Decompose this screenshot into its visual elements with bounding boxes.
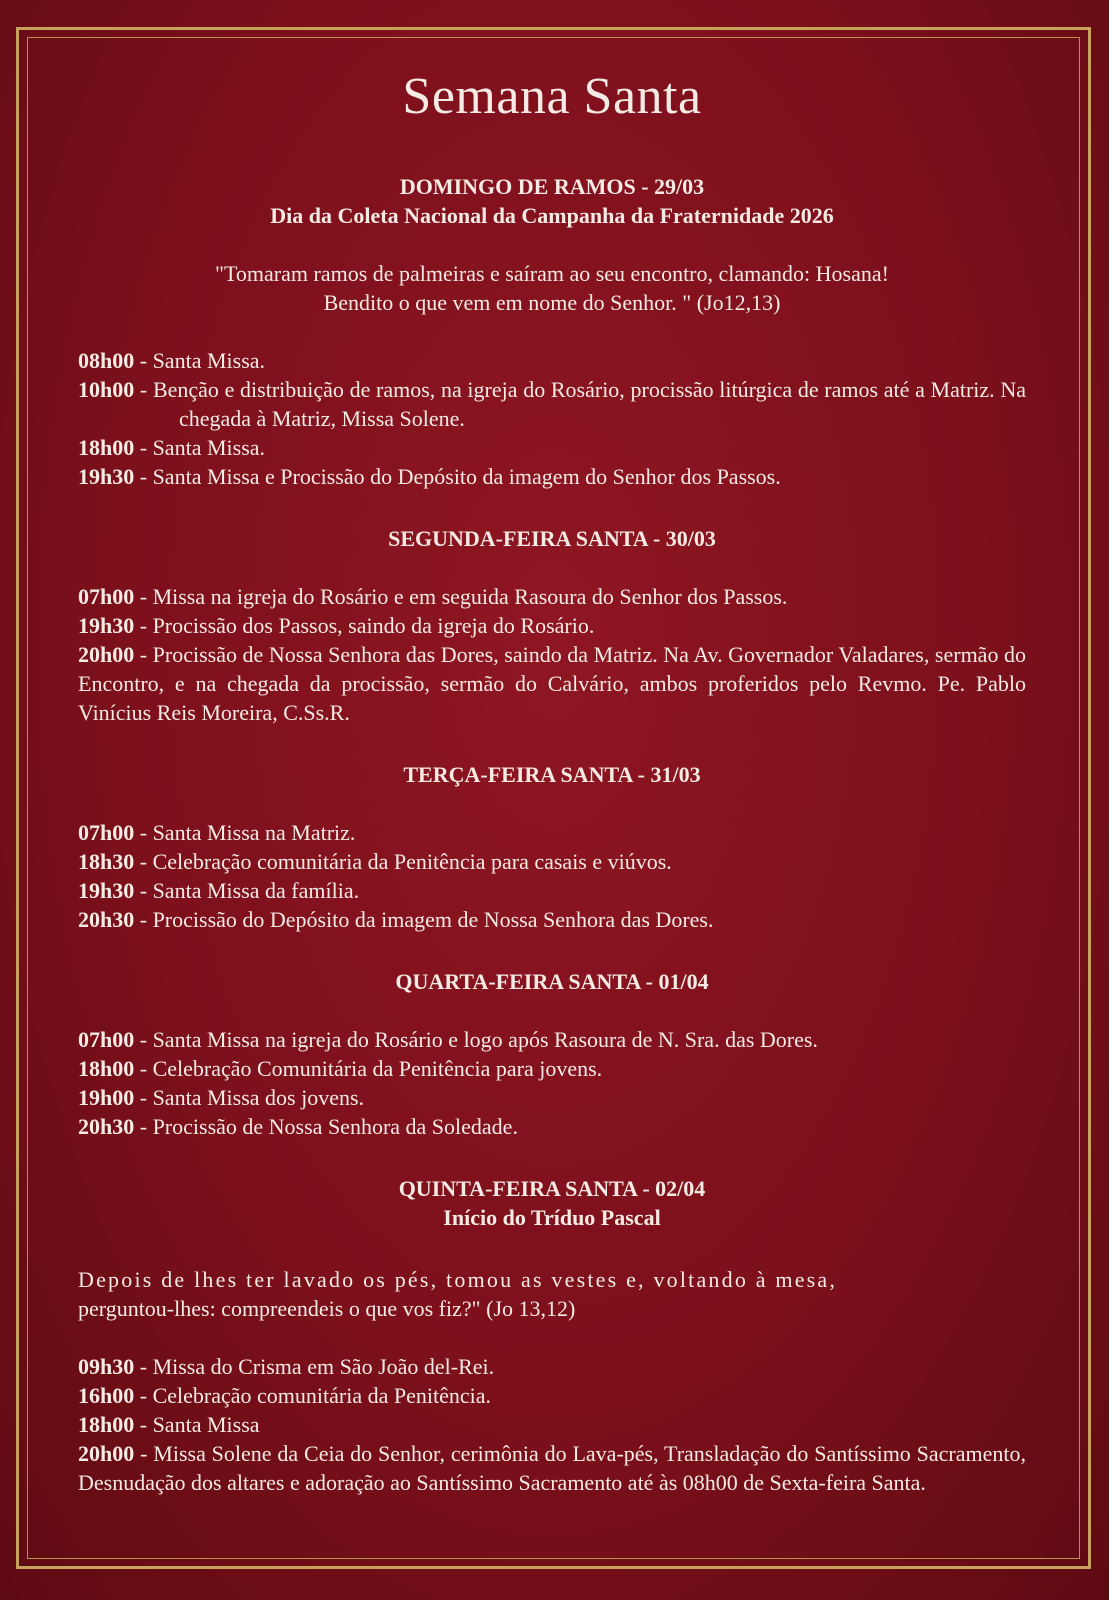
poster-content xyxy=(78,62,1026,1497)
schedule-item xyxy=(78,462,1026,491)
schedule-text: - Procissão de Nossa Senhora das Dores, saindo da Matriz. Na Av. Governador Valadares, sermão do Encontro, e na chegada da procissão, sermão do Calvário, ambos proferidos pelo Revmo. Pe. Pablo Vinícius Reis Moreira, C.Ss.R. xyxy=(78,642,1026,725)
schedule-item xyxy=(78,876,1026,905)
schedule-item xyxy=(78,847,1026,876)
schedule-time: 20h30 xyxy=(78,907,135,932)
schedule-time: 19h30 xyxy=(78,613,135,638)
schedule-item xyxy=(78,433,1026,462)
schedule-text: - Celebração comunitária da Penitência. xyxy=(134,1383,491,1408)
schedule-item xyxy=(78,375,1026,433)
schedule-item xyxy=(78,346,1026,375)
schedule-time: 18h00 xyxy=(78,1412,135,1437)
schedule-time: 20h00 xyxy=(78,1441,135,1466)
schedule-item xyxy=(78,1112,1026,1141)
sunday-subheading: Dia da Coleta Nacional da Campanha da Fraternidade 2026 xyxy=(270,203,834,228)
thursday-subheading: Início do Tríduo Pascal xyxy=(443,1205,661,1230)
schedule-time: 19h30 xyxy=(78,878,135,903)
thursday-quote-line-2: perguntou-lhes: compreendeis o que vos fiz?" (Jo 13,12) xyxy=(78,1296,576,1321)
schedule-item xyxy=(78,1352,1026,1381)
schedule-text: - Santa Missa na Matriz. xyxy=(134,820,356,845)
schedule-item xyxy=(78,1083,1026,1112)
schedule-text: - Missa Solene da Ceia do Senhor, cerimônia do Lava-pés, Transladação do Santíssimo Sacramento, Desnudação dos altares e adoração ao Santíssimo Sacramento até às 08h00 de Sexta-feira Santa. xyxy=(78,1441,1026,1495)
schedule-text: - Santa Missa dos jovens. xyxy=(134,1085,365,1110)
schedule-item xyxy=(78,905,1026,934)
wednesday-heading: QUARTA-FEIRA SANTA - 01/04 xyxy=(395,969,709,994)
thursday-quote-line-1: Depois de lhes ter lavado os pés, tomou as vestes e, voltando à mesa, xyxy=(78,1267,838,1292)
schedule-text: - Celebração Comunitária da Penitência para jovens. xyxy=(134,1056,603,1081)
schedule-time: 08h00 xyxy=(78,348,135,373)
schedule-time: 07h00 xyxy=(78,1027,135,1052)
schedule-time: 20h30 xyxy=(78,1114,135,1139)
schedule-item xyxy=(78,1410,1026,1439)
schedule-text: - Santa Missa. xyxy=(134,348,266,373)
tuesday-heading: TERÇA-FEIRA SANTA - 31/03 xyxy=(403,762,701,787)
schedule-text: - Santa Missa e Procissão do Depósito da imagem do Senhor dos Passos. xyxy=(134,464,781,489)
schedule-text: - Procissão do Depósito da imagem de Nossa Senhora das Dores. xyxy=(134,907,714,932)
schedule-item xyxy=(78,1381,1026,1410)
schedule-text: - Missa na igreja do Rosário e em seguida Rasoura do Senhor dos Passos. xyxy=(134,584,788,609)
schedule-item xyxy=(78,611,1026,640)
schedule-item xyxy=(78,1054,1026,1083)
schedule-time: 18h30 xyxy=(78,849,135,874)
schedule-text: - Benção e distribuição de ramos, na igreja do Rosário, procissão litúrgica de ramos até a Matriz. Na chegada à Matriz, Missa Solene. xyxy=(134,377,1026,431)
thursday-heading: QUINTA-FEIRA SANTA - 02/04 xyxy=(398,1176,706,1201)
schedule-text: - Santa Missa xyxy=(134,1412,260,1437)
schedule-item xyxy=(78,640,1026,727)
schedule-text: - Missa do Crisma em São João del-Rei. xyxy=(134,1354,495,1379)
schedule-time: 07h00 xyxy=(78,820,135,845)
schedule-text: - Procissão de Nossa Senhora da Soledade. xyxy=(134,1114,518,1139)
sunday-quote-line-1: "Tomaram ramos de palmeiras e saíram ao seu encontro, clamando: Hosana! xyxy=(215,261,889,286)
schedule-text: - Santa Missa da família. xyxy=(134,878,360,903)
schedule-item xyxy=(78,818,1026,847)
schedule-time: 16h00 xyxy=(78,1383,135,1408)
thursday-quote xyxy=(78,1265,1026,1323)
schedule-text: - Procissão dos Passos, saindo da igreja do Rosário. xyxy=(134,613,595,638)
page-title: Semana Santa xyxy=(402,68,702,125)
schedule-item xyxy=(78,1025,1026,1054)
schedule-time: 07h00 xyxy=(78,584,135,609)
schedule-text: - Santa Missa. xyxy=(134,435,266,460)
schedule-item xyxy=(78,1439,1026,1497)
schedule-text: - Santa Missa na igreja do Rosário e logo após Rasoura de N. Sra. das Dores. xyxy=(134,1027,818,1052)
schedule-item xyxy=(78,582,1026,611)
schedule-time: 10h00 xyxy=(78,377,135,402)
sunday-quote-line-2: Bendito o que vem em nome do Senhor. " (Jo12,13) xyxy=(323,290,781,315)
schedule-time: 20h00 xyxy=(78,642,135,667)
monday-heading: SEGUNDA-FEIRA SANTA - 30/03 xyxy=(388,526,716,551)
schedule-text: - Celebração comunitária da Penitência para casais e viúvos. xyxy=(134,849,672,874)
schedule-time: 19h00 xyxy=(78,1085,135,1110)
schedule-time: 09h30 xyxy=(78,1354,135,1379)
sunday-heading: DOMINGO DE RAMOS - 29/03 xyxy=(399,174,705,199)
schedule-time: 19h30 xyxy=(78,464,135,489)
schedule-time: 18h00 xyxy=(78,435,135,460)
schedule-time: 18h00 xyxy=(78,1056,135,1081)
